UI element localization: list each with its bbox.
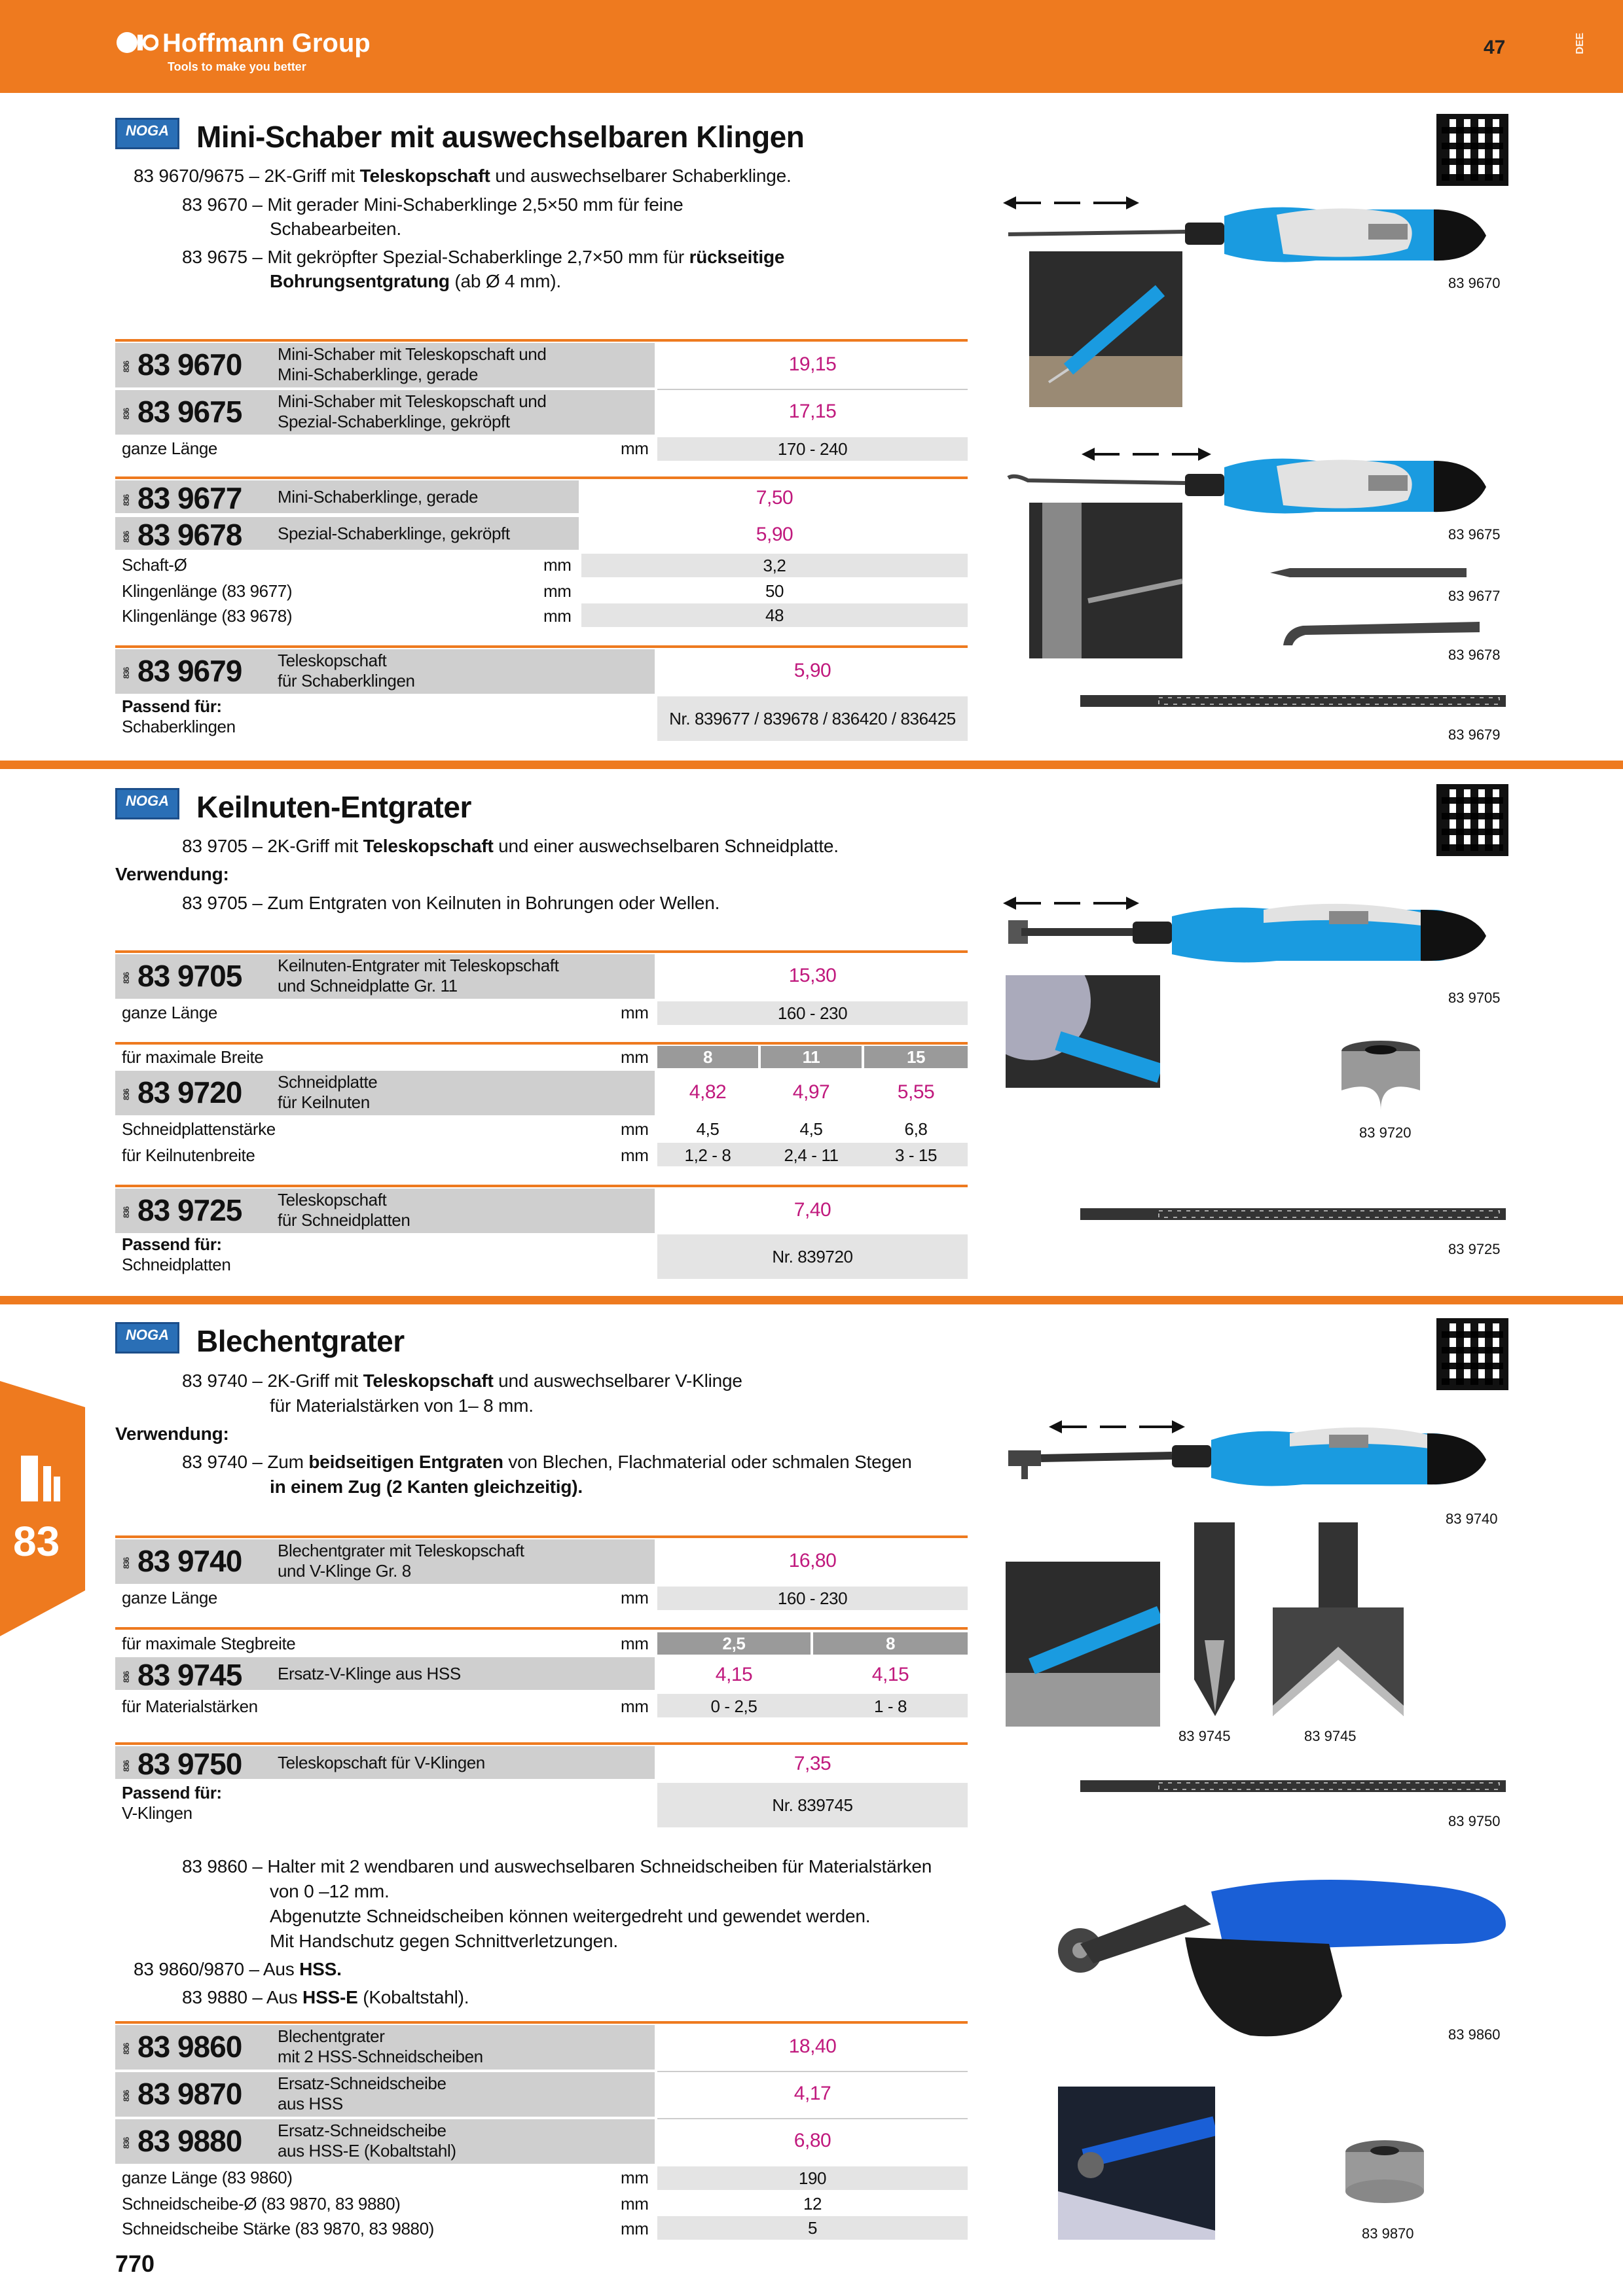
qr-code[interactable] <box>1436 784 1508 856</box>
desc-line: von 0 –12 mm. <box>270 1881 390 1901</box>
desc-line: 83 9740 – 2K-Griff mit Teleskopschaft und auswechselbarer V-Klinge <box>182 1371 742 1391</box>
article-number: 836 83 9705 <box>122 959 242 993</box>
image-caption: 83 9860 <box>1448 2026 1501 2043</box>
usage-label: Verwendung: <box>115 864 229 884</box>
fit-label: Passend für: Schneidplatten <box>122 1234 231 1274</box>
table-top-rule <box>115 645 968 648</box>
image-caption: 83 9679 <box>1448 726 1501 743</box>
size-col: 2,5 <box>657 1632 811 1655</box>
desc-line: 83 9740 – Zum beidseitigen Entgraten von Blechen, Flachmaterial oder schmalen Stegen <box>182 1452 912 1472</box>
table-top-rule <box>115 1535 968 1538</box>
desc-line: Abgenutzte Schneidscheiben können weitergedreht und gewendet werden. <box>270 1906 871 1926</box>
blade-9678-image <box>1283 615 1512 648</box>
section-title-keilnuten: Keilnuten-Entgrater <box>196 790 471 824</box>
price: 16,80 <box>788 1550 837 1571</box>
usage-photo <box>1029 503 1182 658</box>
spec-unit: mm <box>621 1696 649 1716</box>
desc-line: 83 9860/9870 – Aus HSS. <box>134 1959 342 1979</box>
desc-line: für Materialstärken von 1– 8 mm. <box>270 1395 534 1416</box>
fit-value: Nr. 839720 <box>657 1234 968 1279</box>
spec-label: für Materialstärken <box>122 1696 258 1716</box>
spec-value: 190 <box>657 2166 968 2190</box>
spec-label: ganze Länge <box>122 1003 217 1022</box>
spec-label: Schneidscheibe-Ø (83 9870, 83 9880) <box>122 2194 401 2214</box>
usage-photo <box>1006 975 1160 1088</box>
spec-value: 4,5 <box>696 1119 720 1139</box>
spec-value: 6,8 <box>904 1119 928 1139</box>
price: 7,40 <box>793 1199 831 1221</box>
desc-line: 83 9705 – 2K-Griff mit Teleskopschaft und einer auswechselbaren Schneidplatte. <box>182 836 839 856</box>
cutting-disc-image <box>1342 2136 1427 2208</box>
desc-line: 83 9670 – Mit gerader Mini-Schaberklinge 2,5×50 mm für feine <box>182 194 684 215</box>
scraper-tool-icon <box>18 1453 64 1504</box>
image-caption: 83 9678 <box>1448 647 1501 663</box>
spec-unit: mm <box>621 1119 649 1139</box>
article-desc: Teleskopschaft für V-Klingen <box>278 1753 485 1772</box>
spec-value: 50 <box>765 581 784 601</box>
desc-line: Mit Handschutz gegen Schnittverletzungen. <box>270 1931 618 1951</box>
desc-line: Bohrungsentgratung (ab Ø 4 mm). <box>270 271 561 291</box>
article-number: 836 83 9750 <box>122 1747 242 1781</box>
usage-photo <box>1029 251 1182 407</box>
usage-photo <box>1058 2087 1215 2240</box>
cutting-insert-image <box>1338 1038 1423 1110</box>
price: 7,35 <box>793 1753 831 1774</box>
spec-value: 12 <box>803 2194 822 2214</box>
spec-value: 2,4 - 11 <box>784 1145 839 1165</box>
spec-unit: mm <box>621 1003 649 1022</box>
price: 17,15 <box>788 401 837 422</box>
article-number: 836 83 9678 <box>122 518 242 552</box>
section-title-mini-schaber: Mini-Schaber mit auswechselbaren Klingen <box>196 120 805 154</box>
telescope-shaft-image <box>1080 1204 1512 1224</box>
price: 4,82 <box>689 1081 727 1103</box>
table-top-rule <box>115 1185 968 1187</box>
chapter-number: 83 <box>13 1518 60 1565</box>
spec-label: Schaft-Ø <box>122 555 187 575</box>
price: 18,40 <box>788 2036 837 2057</box>
spec-value: 0 - 2,5 <box>710 1696 757 1716</box>
price: 6,80 <box>793 2130 831 2151</box>
article-desc: Ersatz-V-Klinge aus HSS <box>278 1664 461 1683</box>
price: 4,15 <box>871 1664 909 1685</box>
noga-badge: NOGA <box>115 788 179 819</box>
telescope-shaft-image <box>1080 691 1512 711</box>
sheet-deburrer-9860-image <box>1054 1865 1512 2062</box>
footer-page-number: 770 <box>115 2250 155 2277</box>
price: 4,15 <box>715 1664 753 1685</box>
article-number: 836 83 9745 <box>122 1658 242 1692</box>
fit-value: Nr. 839745 <box>657 1783 968 1827</box>
article-number: 836 83 9677 <box>122 481 242 515</box>
desc-line: 83 9675 – Mit gekröpfter Spezial-Schaberklinge 2,7×50 mm für rückseitige <box>182 247 785 267</box>
image-caption: 83 9677 <box>1448 588 1501 604</box>
keyway-deburrer-image <box>1002 884 1512 969</box>
size-col: 8 <box>813 1632 968 1655</box>
article-desc: Ersatz-Schneidscheibe aus HSS <box>278 2073 447 2113</box>
v-blade-front-image <box>1273 1522 1404 1719</box>
spec-label: für maximale Stegbreite <box>122 1634 296 1653</box>
spec-label: für maximale Breite <box>122 1047 264 1067</box>
desc-line: 83 9860 – Halter mit 2 wendbaren und auswechselbaren Schneidscheiben für Materialstärken <box>182 1856 932 1876</box>
image-caption: 83 9720 <box>1359 1124 1412 1141</box>
brand-tagline: Tools to make you better <box>168 60 306 73</box>
spec-value: 1 - 8 <box>873 1696 907 1716</box>
spec-value: 4,5 <box>799 1119 823 1139</box>
price: 5,55 <box>897 1081 935 1103</box>
usage-photo <box>1006 1562 1160 1727</box>
article-number: 836 83 9725 <box>122 1193 242 1227</box>
section-separator <box>0 1296 1623 1304</box>
spec-value: 3,2 <box>581 554 968 577</box>
spec-label: Klingenlänge (83 9677) <box>122 581 293 601</box>
size-col: 15 <box>864 1046 968 1068</box>
spec-unit: mm <box>621 1588 649 1607</box>
v-blade-side-image <box>1192 1522 1237 1719</box>
language-code: DEE <box>1575 33 1586 54</box>
spec-label: ganze Länge (83 9860) <box>122 2168 293 2187</box>
image-caption: 83 9670 <box>1448 275 1501 291</box>
desc-line: 83 9880 – Aus HSS-E (Kobaltstahl). <box>182 1987 469 2007</box>
hoffmann-logo-icon <box>115 29 158 56</box>
spec-label: ganze Länge <box>122 439 217 458</box>
spec-value: 5 <box>657 2216 968 2240</box>
image-caption: 83 9870 <box>1362 2225 1414 2242</box>
article-number: 836 83 9679 <box>122 654 242 688</box>
spec-unit: mm <box>543 555 572 575</box>
table-top-rule <box>115 476 968 479</box>
spec-unit: mm <box>543 606 572 626</box>
spec-unit: mm <box>621 1145 649 1165</box>
image-caption: 83 9750 <box>1448 1813 1501 1829</box>
brand-logo <box>115 29 371 58</box>
spec-unit: mm <box>621 1634 649 1653</box>
image-caption: 83 9675 <box>1448 526 1501 543</box>
spec-unit: mm <box>621 439 649 458</box>
table-top-rule <box>115 1627 968 1630</box>
spec-value: 1,2 - 8 <box>684 1145 731 1165</box>
article-desc: Blechentgrater mit 2 HSS-Schneidscheiben <box>278 2026 483 2066</box>
price: 5,90 <box>793 660 831 681</box>
article-desc: Mini-Schaber mit Teleskopschaft und Spezial-Schaberklinge, gekröpft <box>278 391 547 431</box>
noga-badge: NOGA <box>115 1322 179 1354</box>
article-desc: Schneidplatte für Keilnuten <box>278 1072 378 1112</box>
qr-code[interactable] <box>1436 1318 1508 1390</box>
article-desc: Keilnuten-Entgrater mit Teleskopschaft und Schneidplatte Gr. 11 <box>278 956 559 996</box>
size-col: 8 <box>657 1046 758 1068</box>
price: 15,30 <box>788 965 837 986</box>
noga-badge: NOGA <box>115 118 179 149</box>
article-desc: Spezial-Schaberklinge, gekröpft <box>278 524 510 543</box>
spec-value: 48 <box>581 603 968 627</box>
page-number: 47 <box>1484 37 1506 58</box>
usage-label: Verwendung: <box>115 1424 229 1444</box>
price: 4,17 <box>793 2083 831 2104</box>
spec-unit: mm <box>621 2219 649 2238</box>
spec-unit: mm <box>621 1047 649 1067</box>
fit-label: Passend für: V-Klingen <box>122 1783 222 1823</box>
spec-value: 3 - 15 <box>894 1145 938 1165</box>
section-separator <box>0 761 1623 769</box>
spec-label: Schneidplattenstärke <box>122 1119 276 1139</box>
image-caption: 83 9745 <box>1304 1728 1357 1744</box>
table-top-rule <box>115 1742 968 1745</box>
qr-code[interactable] <box>1436 114 1508 186</box>
article-number: 836 83 9860 <box>122 2030 242 2064</box>
price: 7,50 <box>756 487 793 509</box>
desc-line: 83 9705 – Zum Entgraten von Keilnuten in Bohrungen oder Wellen. <box>182 893 720 913</box>
article-number: 836 83 9870 <box>122 2077 242 2111</box>
fit-value: Nr. 839677 / 839678 / 836420 / 836425 <box>657 696 968 741</box>
spec-label: Klingenlänge (83 9678) <box>122 606 293 626</box>
article-desc: Mini-Schaberklinge, gerade <box>278 487 479 507</box>
article-number: 836 83 9740 <box>122 1544 242 1578</box>
brand-name: Hoffmann Group <box>162 29 371 58</box>
article-desc: Teleskopschaft für Schneidplatten <box>278 1190 410 1230</box>
article-number: 836 83 9670 <box>122 348 242 382</box>
section-title-blechentgrater: Blechentgrater <box>196 1324 405 1358</box>
article-desc: Teleskopschaft für Schaberklingen <box>278 651 415 691</box>
table-top-rule <box>115 950 968 953</box>
spec-value: 160 - 230 <box>657 1587 968 1610</box>
spec-unit: mm <box>621 2194 649 2214</box>
desc-line: 83 9670/9675 – 2K-Griff mit Teleskopschaft und auswechselbarer Schaberklinge. <box>134 166 792 186</box>
image-caption: 83 9740 <box>1446 1511 1498 1527</box>
table-top-rule <box>115 1042 968 1045</box>
image-caption: 83 9745 <box>1178 1728 1231 1744</box>
telescope-shaft-image <box>1080 1776 1512 1796</box>
spec-label: ganze Länge <box>122 1588 217 1607</box>
image-caption: 83 9705 <box>1448 990 1501 1006</box>
spec-label: für Keilnutenbreite <box>122 1145 255 1165</box>
spec-unit: mm <box>621 2168 649 2187</box>
spec-label: Schneidscheibe Stärke (83 9870, 83 9880) <box>122 2219 434 2238</box>
desc-line: Schabearbeiten. <box>270 219 401 239</box>
spec-unit: mm <box>543 581 572 601</box>
desc-line: in einem Zug (2 Kanten gleichzeitig). <box>270 1477 583 1497</box>
sheet-deburrer-image <box>1002 1407 1512 1492</box>
article-number: 836 83 9720 <box>122 1075 242 1109</box>
article-number: 836 83 9880 <box>122 2124 242 2158</box>
price: 5,90 <box>756 524 793 545</box>
table-top-rule <box>115 339 968 342</box>
article-desc: Blechentgrater mit Teleskopschaft und V-Klinge Gr. 8 <box>278 1541 524 1581</box>
article-desc: Ersatz-Schneidscheibe aus HSS-E (Kobaltstahl) <box>278 2121 456 2161</box>
article-desc: Mini-Schaber mit Teleskopschaft und Mini-Schaberklinge, gerade <box>278 344 547 384</box>
spec-value: 160 - 230 <box>657 1001 968 1025</box>
image-caption: 83 9725 <box>1448 1241 1501 1257</box>
chapter-tab <box>0 1381 85 1636</box>
table-top-rule <box>115 2021 968 2024</box>
article-number: 836 83 9675 <box>122 395 242 429</box>
size-col: 11 <box>761 1046 862 1068</box>
price: 19,15 <box>788 353 837 375</box>
spec-value: 170 - 240 <box>657 437 968 461</box>
fit-label: Passend für: Schaberklingen <box>122 696 236 736</box>
blade-9677-image <box>1270 563 1506 583</box>
price: 4,97 <box>792 1081 830 1103</box>
